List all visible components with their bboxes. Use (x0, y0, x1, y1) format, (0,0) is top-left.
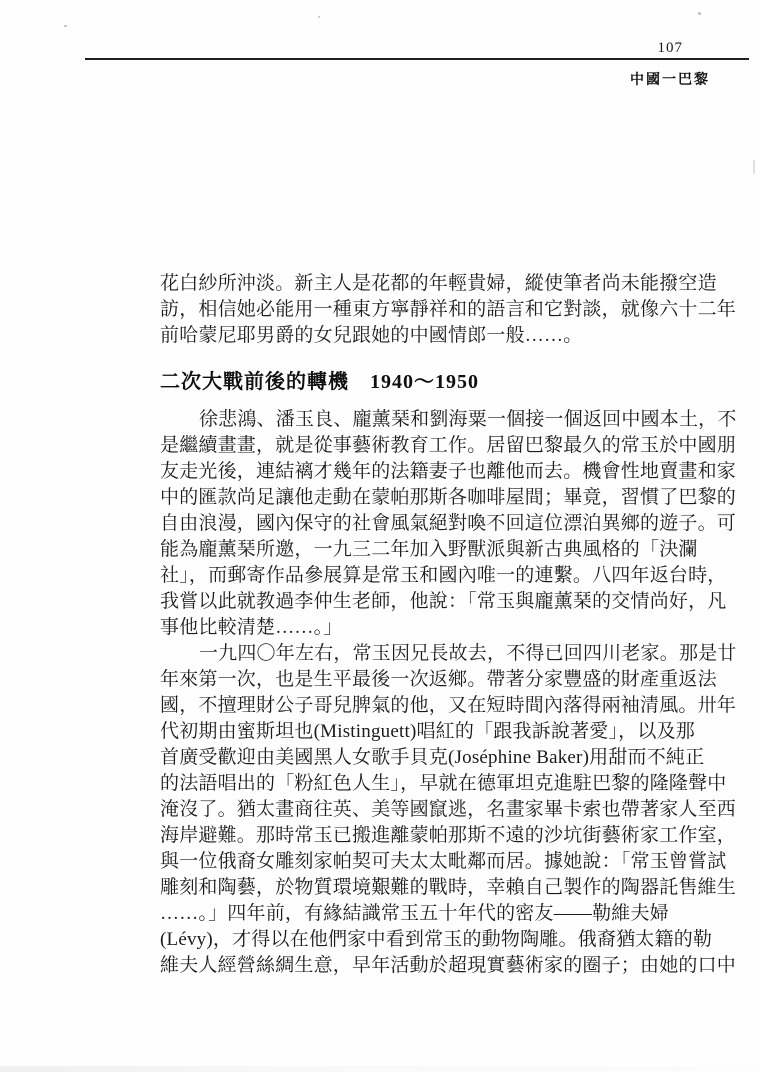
text-line: 是繼續畫畫，就是從事藝術教育工作。居留巴黎最久的常玉於中國朋 (160, 435, 737, 456)
paragraph-continued (160, 271, 737, 349)
text-line: 雕刻和陶藝，於物質環境艱難的戰時，幸賴自己製作的陶器託售維生 (160, 877, 737, 898)
running-head: 中國一巴黎 (630, 73, 710, 88)
text-line: 維夫人經營絲綢生意，早年活動於超現實藝術家的圈子；由她的口中 (160, 955, 737, 976)
text-line: 首廣受歡迎由美國黑人女歌手貝克(Joséphine Baker)用甜而不純正 (160, 747, 705, 768)
text-line: 徐悲鴻、潘玉良、龐薰琹和劉海粟一個接一個返回中國本土，不 (198, 409, 737, 430)
section-heading: 二次大戰前後的轉機 1940～1950 (160, 371, 479, 393)
text-line: 一九四〇年左右，常玉因兄長故去，不得已回四川老家。那是廿 (198, 643, 737, 664)
body-text-block (160, 271, 737, 979)
text-line: 自由浪漫，國內保守的社會風氣絕對喚不回這位漂泊異鄉的遊子。可 (160, 513, 737, 534)
text-line: 能為龐薰琹所邀，一九三二年加入野獸派與新古典風格的「決瀾 (160, 539, 698, 560)
paragraph (160, 407, 737, 641)
text-line: 淹沒了。猶太畫商往英、美等國竄逃，名畫家畢卡索也帶著家人至西 (160, 799, 737, 820)
scan-speck (753, 160, 755, 174)
text-line: 中的匯款尚足讓他走動在蒙帕那斯各咖啡屋間；畢竟，習慣了巴黎的 (160, 487, 737, 508)
paragraph (160, 641, 737, 979)
scan-edge-shading (0, 1066, 760, 1072)
text-line: 海岸避難。那時常玉已搬進離蒙帕那斯不遠的沙坑街藝術家工作室， (160, 825, 737, 846)
scan-speck (318, 16, 320, 18)
text-line: (Lévy)，才得以在他們家中看到常玉的動物陶雕。俄裔猶太籍的勒 (160, 929, 713, 950)
text-line: 國，不擅理財公子哥兒脾氣的他，又在短時間內落得兩袖清風。卅年 (160, 695, 737, 716)
page-number: 107 (657, 40, 683, 56)
text-line: 花白紗所沖淡。新主人是花都的年輕貴婦，縱使筆者尚未能撥空造 (160, 273, 717, 294)
text-line: 的法語唱出的「粉紅色人生」，早就在德軍坦克進駐巴黎的隆隆聲中 (160, 773, 727, 794)
scan-speck (698, 12, 701, 15)
text-line: 我嘗以此就教過李仲生老師，他說：「常玉與龐薰琹的交情尚好，凡 (160, 591, 727, 612)
text-line: 事他比較清楚……。」 (160, 617, 343, 638)
text-line: 友走光後，連結褵才幾年的法籍妻子也離他而去。機會性地賣畫和家 (160, 461, 737, 482)
text-line: 年來第一次，也是生平最後一次返鄉。帶著分家豐盛的財產重返法 (160, 669, 717, 690)
text-line: 社」，而郵寄作品參展算是常玉和國內唯一的連繫。八四年返台時， (160, 565, 727, 586)
scan-speck (64, 25, 67, 27)
header-rule (85, 58, 749, 60)
text-line: 與一位俄裔女雕刻家帕契可夫太太毗鄰而居。據她說：「常玉曾嘗試 (160, 851, 727, 872)
text-line: 代初期由蜜斯坦也(Mistinguett)唱紅的「跟我訴說著愛」，以及那 (160, 721, 695, 742)
text-line: 前哈蒙尼耶男爵的女兒跟她的中國情郎一般……。 (160, 325, 583, 346)
text-line: 訪，相信她必能用一種東方寧靜祥和的語言和它對談，就像六十二年 (160, 299, 737, 320)
text-line: ……。」四年前，有緣結識常玉五十年代的密友——勒維夫婦 (160, 903, 669, 924)
